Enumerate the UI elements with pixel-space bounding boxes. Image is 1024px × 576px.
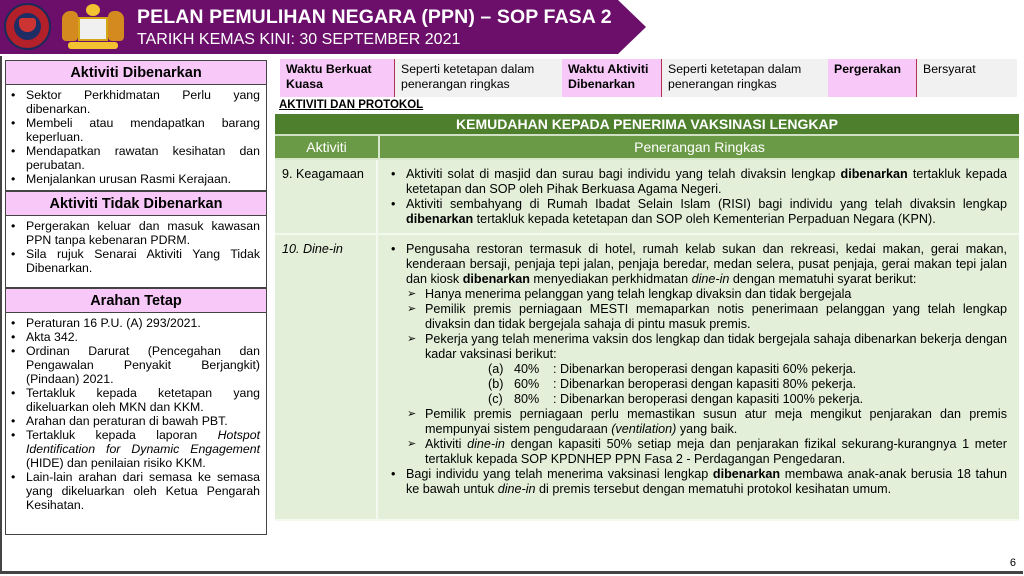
standing-orders-heading: Arahan Tetap xyxy=(6,288,266,313)
left-panel xyxy=(5,60,267,535)
vaccination-rates xyxy=(425,362,1007,407)
column-header-description: Penerangan Ringkas xyxy=(634,139,765,155)
table-title: KEMUDAHAN KEPADA PENERIMA VAKSINASI LENGKAP xyxy=(275,114,1019,136)
list-item: • Tertakluk kepada laporan Hotspot Identification for Dynamic Engagement (HIDE) dan penilaian risiko KKM. xyxy=(26,428,260,470)
list-item: • Tertakluk kepada ketetapan yang dikeluarkan oleh MKN dan KKM. xyxy=(26,386,260,414)
mkn-logo-icon xyxy=(4,3,51,50)
status-value: Bersyarat xyxy=(917,59,1017,97)
activity-cell: 10. Dine-in xyxy=(275,235,378,519)
protocol-table xyxy=(275,114,1019,521)
list-item: • Arahan dan peraturan di bawah PBT. xyxy=(26,414,260,428)
list-item: • Menjalankan urusan Rasmi Kerajaan. xyxy=(26,172,260,186)
list-item: • Lain-lain arahan dari semasa ke semasa yang dikeluarkan oleh Ketua Pengarah Kesihatan. xyxy=(26,470,260,512)
allowed-activities-box xyxy=(5,60,267,191)
list-item: • Pengusaha restoran termasuk di hotel, rumah kelab sukan dan rekreasi, kedai makan, gerai makan, kenderaan bersaji, penjaja tepi jalan, penjaja beredar, medan selera, pusat penjaja, gerai makan tepi jalan dan kiosk dibenarkan menyediakan perkhidmatan dine-in dengan mematuhi syarat berikut: ➢ Hanya menerima pelanggan yang telah lengkap divaksin dan tidak bergejala ➢ Pemilik premis perniagaan MESTI memaparkan notis penerimaan pelanggan yang telah lengkap divaksin dan tidak bergejala sahaja di pintu masuk premis. ➢ Pekerja yang telah menerima vaksin dos lengkap dan tidak bergejala sahaja dibenarkan bekerja dengan kadar vaksinasi berikut: (a) 40% : Dibenarkan beroperasi dengan kapasiti 60% pekerja. (b) 60% : Dibenarkan beroperasi dengan kapasiti 80% pekerja. (c) 80% : Dibenarkan beroperasi dengan kapasiti 100% pekerja. ➢ Pemilik premis perniagaan perlu memastikan susun atur meja mengikut penjarakan dan premis mempunyai sistem pengudaraan (ventilation) yang baik. ➢ Aktiviti dine-in dengan kapasiti 50% setiap meja dan penjarakan fizikal sekurang-kurangnya 1 meter tertakluk kepada SOP KPDNHEP PPN Fasa 2 - Perdagangan Pengedaran. xyxy=(406,242,1007,467)
sub-item: ➢ Aktiviti dine-in dengan kapasiti 50% setiap meja dan penjarakan fizikal sekurang-kurangnya 1 meter tertakluk kepada SOP KPDNHEP PPN Fasa 2 - Perdagangan Pengedaran. xyxy=(425,437,1007,467)
coat-of-arms-icon xyxy=(58,3,128,51)
list-item: • Sektor Perkhidmatan Perlu yang dibenarkan. xyxy=(26,88,260,116)
rate-row: (a) 40% : Dibenarkan beroperasi dengan kapasiti 60% pekerja. xyxy=(488,362,857,376)
standing-orders-box xyxy=(5,288,267,535)
status-key: Waktu Berkuat Kuasa xyxy=(280,59,395,97)
rate-row: (c) 80% : Dibenarkan beroperasi dengan kapasiti 100% pekerja. xyxy=(488,392,864,406)
sub-item: ➢ Pekerja yang telah menerima vaksin dos lengkap dan tidak bergejala sahaja dibenarkan bekerja dengan kadar vaksinasi berikut: (a) 40% : Dibenarkan beroperasi dengan kapasiti 60% pekerja. (b) 60% : Dibenarkan beroperasi dengan kapasiti 80% pekerja. (c) 80% : Dibenarkan beroperasi dengan kapasiti 100% pekerja. xyxy=(425,332,1007,407)
table-row xyxy=(275,235,1019,521)
column-header-activity: Aktiviti xyxy=(275,136,380,158)
not-allowed-heading: Aktiviti Tidak Dibenarkan xyxy=(6,191,266,216)
list-item: • Peraturan 16 P.U. (A) 293/2021. xyxy=(26,316,260,330)
list-item: • Aktiviti sembahyang di Rumah Ibadat Selain Islam (RISI) bagi individu yang telah divaksin lengkap dibenarkan tertakluk kepada ketetapan dan SOP oleh Kementerian Perpaduan Negara (KPN). xyxy=(406,197,1007,227)
sub-item: ➢ Pemilik premis perniagaan MESTI memaparkan notis penerimaan pelanggan yang telah lengkap divaksin dan tidak bergejala sahaja di pintu masuk premis. xyxy=(425,302,1007,332)
activity-cell: 9. Keagamaan xyxy=(275,160,378,233)
status-value: Seperti ketetapan dalam penerangan ringkas xyxy=(395,59,562,97)
section-label: AKTIVITI DAN PROTOKOL xyxy=(279,99,424,111)
table-header-row xyxy=(275,136,1019,160)
description-cell xyxy=(378,160,1019,233)
list-item: • Akta 342. xyxy=(26,330,260,344)
page-title: PELAN PEMULIHAN NEGARA (PPN) – SOP FASA 2 xyxy=(137,6,612,28)
status-key: Pergerakan xyxy=(828,59,917,97)
status-key: Waktu Aktiviti Dibenarkan xyxy=(562,59,662,97)
table-row xyxy=(275,160,1019,235)
allowed-heading: Aktiviti Dibenarkan xyxy=(6,61,266,85)
list-item: • Bagi individu yang telah menerima vaksinasi lengkap dibenarkan membawa anak-anak berusia 18 tahun ke bawah untuk dine-in di premis tersebut dengan mematuhi protokol kesihatan umum. xyxy=(406,467,1007,497)
list-item: • Pergerakan keluar dan masuk kawasan PPN tanpa kebenaran PDRM. xyxy=(26,219,260,247)
status-row xyxy=(280,59,1017,97)
page-number: 6 xyxy=(1009,557,1016,569)
list-item: • Membeli atau mendapatkan barang keperluan. xyxy=(26,116,260,144)
list-item: • Sila rujuk Senarai Aktiviti Yang Tidak Dibenarkan. xyxy=(26,247,260,275)
status-value: Seperti ketetapan dalam penerangan ringkas xyxy=(662,59,828,97)
sub-item: ➢ Hanya menerima pelanggan yang telah lengkap divaksin dan tidak bergejala xyxy=(425,287,1007,302)
sub-item: ➢ Pemilik premis perniagaan perlu memastikan susun atur meja mengikut penjarakan dan premis mempunyai sistem pengudaraan (ventilation) yang baik. xyxy=(425,407,1007,437)
description-cell xyxy=(378,235,1019,519)
rate-row: (b) 60% : Dibenarkan beroperasi dengan kapasiti 80% pekerja. xyxy=(488,377,857,391)
list-item: • Aktiviti solat di masjid dan surau bagi individu yang telah divaksin lengkap dibenarkan tertakluk kepada ketetapan dan SOP oleh Pihak Berkuasa Agama Negeri. xyxy=(406,167,1007,197)
not-allowed-activities-box xyxy=(5,191,267,288)
list-item: • Ordinan Darurat (Pencegahan dan Pengawalan Penyakit Berjangkit) (Pindaan) 2021. xyxy=(26,344,260,386)
list-item: • Mendapatkan rawatan kesihatan dan perubatan. xyxy=(26,144,260,172)
update-date: TARIKH KEMAS KINI: 30 SEPTEMBER 2021 xyxy=(137,31,461,48)
